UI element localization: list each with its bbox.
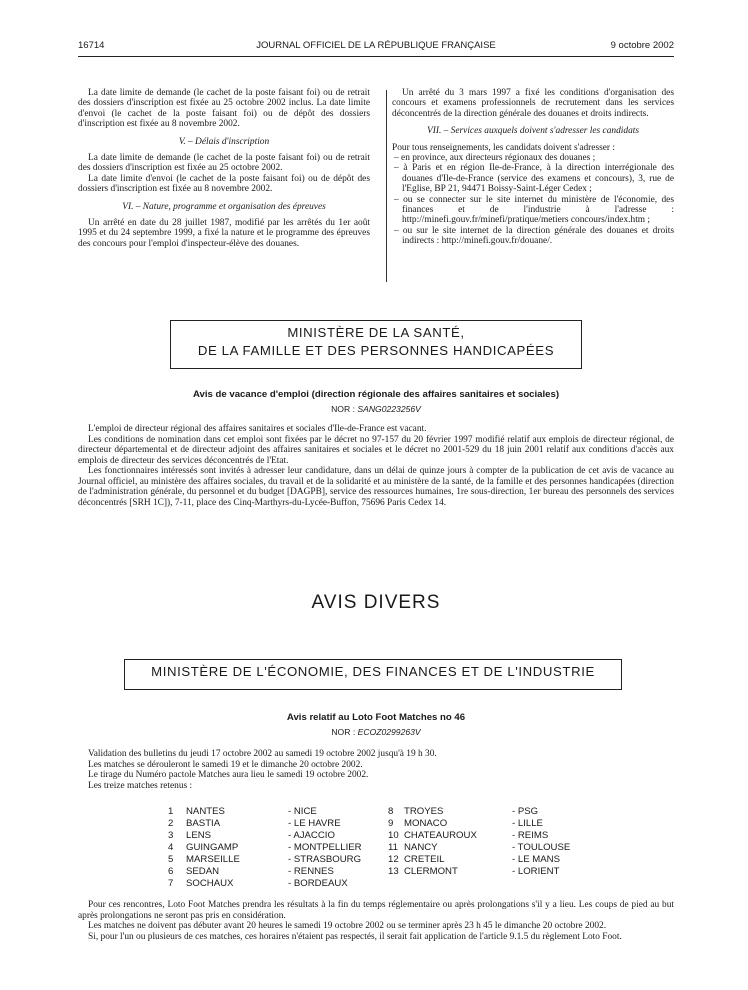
away-team: - AJACCIO	[288, 830, 335, 841]
match-number: 8	[388, 806, 394, 817]
issue-date: 9 octobre 2002	[610, 40, 674, 51]
paragraph: Les matches ne doivent pas débuter avant 20 heures le samedi 19 octobre 2002 ou se terminer après 23 h 45 le dimanche 20 octobre 2002.	[88, 921, 607, 931]
section-heading-vii: VII. – Services auxquels doivent s'adresser les candidats	[426, 126, 640, 137]
home-team: CHATEAUROUX	[404, 830, 477, 841]
paragraph: Pour tous renseignements, les candidats doivent s'adresser :	[392, 142, 615, 153]
nor-code: SANG0223256V	[357, 404, 421, 414]
away-team: - BORDEAUX	[288, 878, 348, 889]
away-team: - LORIENT	[512, 866, 560, 877]
list-item: – ou se connecter sur le site internet du ministère de l'économie, des finances et de l'industrie à l'adresse : http://minefi.gouv.fr/minefi/pratique/metiers concours/index.htm ;	[394, 194, 674, 226]
paragraph: La date limite d'envoi (le cachet de la poste faisant foi) ou de dépôt des dossiers d'inscription est fixée au 8 novembre 2002.	[78, 173, 370, 195]
match-number: 12	[388, 854, 399, 865]
nor-reference	[78, 404, 674, 414]
match-number: 10	[388, 830, 399, 841]
home-team: LENS	[186, 830, 212, 841]
home-team: SEDAN	[186, 866, 220, 877]
nor-reference	[78, 727, 674, 737]
paragraph: Les conditions de nomination dans cet emploi sont fixées par le décret no 97-157 du 20 février 1997 modifié relatif aux emplois de directeur régional, de directeur départemental et de directeur adjoint des affaires sanitaires et sociales et le décret no 2001-529 du 18 juin 2001 relatif aux conditions d'accès aux emplois de directeur des services déconcentrés de l'Etat.	[78, 434, 674, 466]
contact-list	[392, 153, 674, 247]
avis-loto-title: Avis relatif au Loto Foot Matches no 46	[286, 712, 466, 723]
away-team: - LE MANS	[512, 854, 560, 865]
ministry-line-2: DE LA FAMILLE ET DES PERSONNES HANDICAPÉES	[197, 343, 555, 358]
paragraph: Validation des bulletins du jeudi 17 octobre 2002 au samedi 19 octobre 2002 jusqu'à 19 h 30.	[88, 749, 437, 759]
paragraph: Si, pour l'un ou plusieurs de ces matches, ces horaires n'étaient pas respectés, il serait fait application de l'article 9.1.5 du règlement Loto Foot.	[88, 931, 622, 942]
home-team: GUINGAMP	[186, 842, 239, 853]
ministry-economie-box	[124, 659, 622, 690]
match-number: 13	[388, 866, 399, 877]
page-number: 16714	[78, 40, 105, 51]
away-team: - STRASBOURG	[288, 854, 362, 865]
match-number: 4	[168, 842, 174, 853]
paragraph: La date limite de demande (le cachet de la poste faisant foi) ou de retrait des dossiers d'inscription est fixée au 25 octobre 2002.	[78, 153, 370, 174]
avis-vacance-body	[78, 424, 674, 508]
list-item: – en province, aux directeurs régionaux des douanes ;	[394, 153, 596, 164]
section-heading-vi: VI. – Nature, programme et organisation des épreuves	[122, 201, 326, 212]
home-team: SOCHAUX	[186, 878, 234, 889]
column-divider	[386, 90, 387, 282]
match-number: 6	[168, 866, 174, 877]
paragraph: Un arrêté en date du 28 juillet 1987, modifié par les arrêtés du 1er août 1995 et du 24 septembre 1999, a fixé la nature et le programme des épreuves des concours pour l'emploi d'inspecteur-élève des douanes.	[78, 218, 370, 249]
home-team: CRETEIL	[404, 854, 445, 865]
home-team: MARSEILLE	[186, 854, 240, 865]
away-team: - NICE	[288, 806, 317, 817]
home-team: BASTIA	[186, 818, 221, 829]
section-title: AVIS DIVERS	[311, 592, 441, 613]
match-number: 2	[168, 818, 174, 829]
away-team: - REIMS	[512, 830, 549, 841]
nor-label: NOR :	[331, 727, 356, 737]
section-heading-v: V. – Délais d'inscription	[178, 136, 270, 147]
list-item: – ou sur le site internet de la direction générale des douanes et droits indirects : http://minefi.gouv.fr/douane/.	[394, 225, 674, 247]
list-item: – à Paris et en région Ile-de-France, à la direction interrégionale des douanes d'Ile-de-France (service des examens et concours), 3, rue de l'Eglise, BP 21, 94471 Boissy-Saint-Léger Cedex ;	[394, 163, 674, 195]
paragraph: Les fonctionnaires intéressés sont invités à adresser leur candidature, dans un délai de quinze jours à compter de la publication de cet avis de vacance au Journal officiel, au ministère des affaires sociales, du travail et de la solidarité et au ministère de la santé, de la famille et des personnes handicapées (direction de l'administration générale, du personnel et du budget [DAGPB], service des ressources humaines, 1re sous-direction, 1er bureau des personnels des services déconcentrés [SRH 1C]), 7-11, place des Cinq-Marthyrs-du-Lycée-Buffon, 75696 Paris Cedex 14.	[78, 466, 674, 508]
page-header	[78, 40, 674, 54]
header-rule	[78, 56, 674, 57]
away-team: - LE HAVRE	[288, 818, 341, 829]
match-number: 11	[388, 842, 398, 853]
avis-vacance-title: Avis de vacance d'emploi (direction régionale des affaires sanitaires et sociales)	[192, 389, 560, 400]
home-team: MONACO	[404, 818, 448, 829]
home-team: NANCY	[404, 842, 438, 853]
home-team: CLERMONT	[404, 866, 458, 877]
paragraph: Le tirage du Numéro pactole Matches aura lieu le samedi 19 octobre 2002.	[88, 770, 369, 780]
home-team: NANTES	[186, 806, 225, 817]
avis-loto-intro	[78, 749, 674, 791]
avis-loto-rules	[78, 900, 674, 942]
match-number: 3	[168, 830, 174, 841]
home-team: TROYES	[404, 806, 444, 817]
match-number: 5	[168, 854, 174, 865]
paragraph: La date limite de demande (le cachet de la poste faisant foi) ou de retrait des dossiers d'inscription est fixée au 25 octobre 2002 inclus. La date limite d'envoi (le cachet de la poste faisant foi) ou de dépôt des dossiers d'inscription est fixée au 8 novembre 2002.	[78, 88, 370, 130]
paragraph: Les treize matches retenus :	[88, 780, 193, 791]
match-number: 9	[388, 818, 394, 829]
paragraph: L'emploi de directeur régional des affaires sanitaires et sociales d'Ile-de-France est vacant.	[88, 424, 427, 434]
nor-code: ECOZ0299263V	[357, 727, 421, 737]
nor-label: NOR :	[331, 404, 355, 414]
away-team: - RENNES	[288, 866, 334, 877]
right-column	[392, 88, 674, 247]
match-number: 1	[168, 806, 174, 817]
paragraph: Les matches se dérouleront le samedi 19 et le dimanche 20 octobre 2002.	[88, 759, 363, 770]
ministry-line-1: MINISTÈRE DE L'ÉCONOMIE, DES FINANCES ET DE L'INDUSTRIE	[151, 664, 595, 679]
left-column	[78, 88, 370, 249]
journal-title: JOURNAL OFFICIEL DE LA RÉPUBLIQUE FRANÇAISE	[256, 40, 496, 51]
match-number: 7	[168, 878, 174, 889]
ministry-line-1: MINISTÈRE DE LA SANTÉ,	[287, 325, 465, 340]
away-team: - TOULOUSE	[512, 842, 571, 853]
away-team: - PSG	[512, 806, 539, 817]
paragraph: Un arrêté du 3 mars 1997 a fixé les conditions d'organisation des concours et examens professionnels de recrutement dans les services déconcentrés de la direction générale des douanes et droits indirects.	[392, 88, 674, 119]
away-team: - MONTPELLIER	[288, 842, 362, 853]
away-team: - LILLE	[512, 818, 543, 829]
paragraph: Pour ces rencontres, Loto Foot Matches prendra les résultats à la fin du temps réglementaire ou après prolongations s'il y a lieu. Les coups de pied au but après prolongations ne seront pas pris en considération.	[78, 900, 674, 921]
ministry-sante-box	[170, 320, 582, 369]
